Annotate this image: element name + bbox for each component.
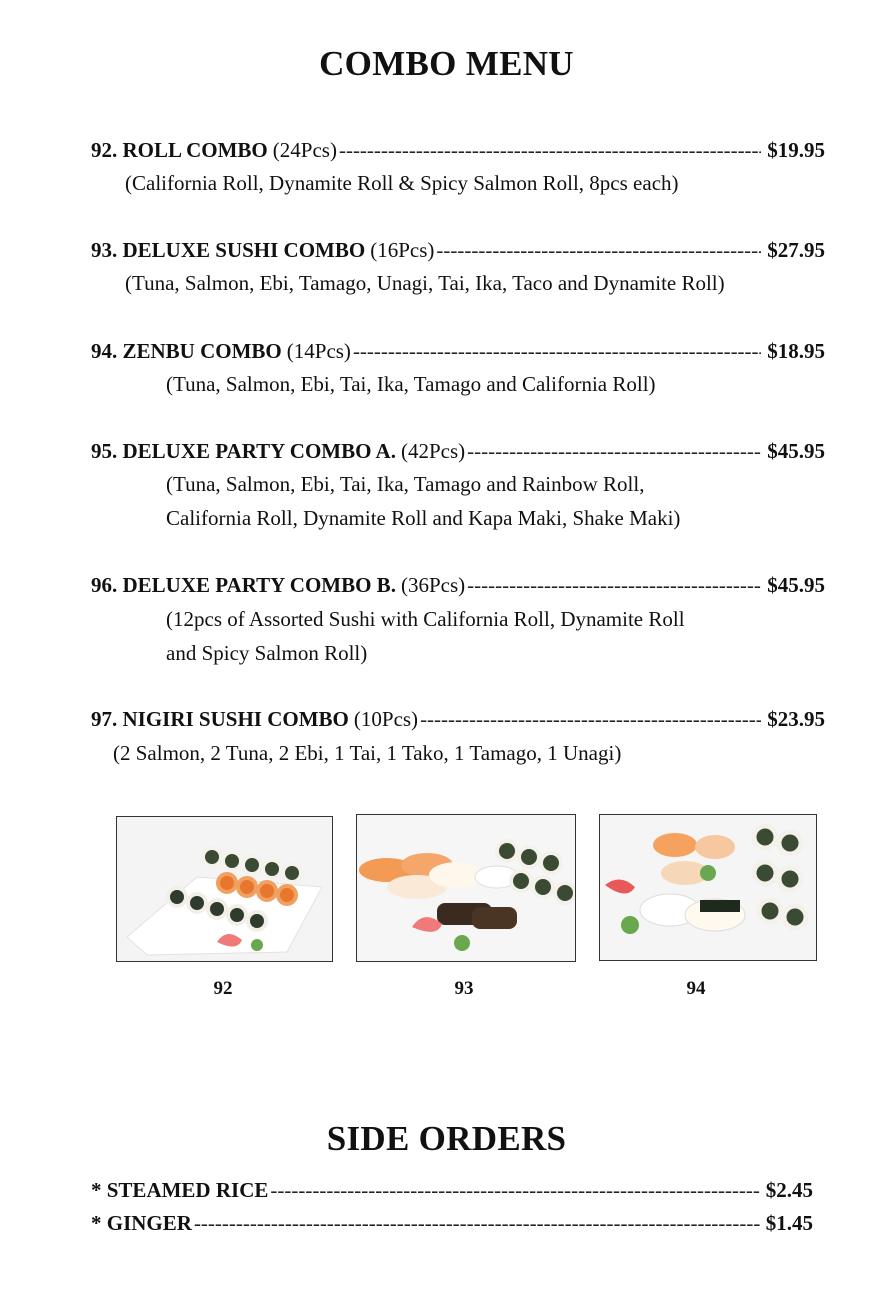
item-name: 93. DELUXE SUSHI COMBO xyxy=(91,238,366,262)
side-item-ginger xyxy=(91,1209,813,1237)
item-pieces: (24Pcs) xyxy=(272,138,337,162)
item-price: $45.95 xyxy=(767,439,825,463)
item-description: (12pcs of Assorted Sushi with California Roll, Dynamite Roll xyxy=(166,607,685,631)
item-price: $19.95 xyxy=(767,138,825,162)
side-orders-title: SIDE ORDERS xyxy=(326,1119,567,1158)
item-description: (2 Salmon, 2 Tuna, 2 Ebi, 1 Tai, 1 Tako, 1 Tamago, 1 Unagi) xyxy=(113,741,622,765)
menu-item-95 xyxy=(91,437,825,465)
item-description: (Tuna, Salmon, Ebi, Tai, Ika, Tamago and California Roll) xyxy=(166,372,656,396)
combo-menu-title: COMBO MENU xyxy=(319,44,574,83)
item-name: 92. ROLL COMBO xyxy=(91,138,268,162)
item-description: California Roll, Dynamite Roll and Kapa Maki, Shake Maki) xyxy=(166,506,681,530)
dot-leader xyxy=(339,136,761,164)
item-name: 97. NIGIRI SUSHI COMBO xyxy=(91,707,349,731)
dot-leader xyxy=(420,705,761,733)
item-name: 96. DELUXE PARTY COMBO B. xyxy=(91,573,396,597)
item-name: * GINGER xyxy=(91,1211,192,1235)
item-price: $27.95 xyxy=(767,238,825,262)
photo-caption-93: 93 xyxy=(454,978,474,999)
item-pieces: (36Pcs) xyxy=(400,573,466,597)
deluxe-sushi-combo-photo xyxy=(356,814,576,962)
menu-item-97 xyxy=(91,705,825,733)
dot-leader xyxy=(467,571,761,599)
item-name: 94. ZENBU COMBO xyxy=(91,339,282,363)
menu-item-96 xyxy=(91,571,825,599)
item-pieces: (14Pcs) xyxy=(286,339,351,363)
photo-caption-92: 92 xyxy=(213,978,233,999)
menu-item-94 xyxy=(91,337,825,365)
roll-combo-photo xyxy=(116,816,333,962)
item-pieces: (16Pcs) xyxy=(370,238,435,262)
dot-leader xyxy=(436,236,761,264)
item-description: (California Roll, Dynamite Roll & Spicy Salmon Roll, 8pcs each) xyxy=(125,171,679,195)
menu-item-93 xyxy=(91,236,825,264)
item-description: (Tuna, Salmon, Ebi, Tamago, Unagi, Tai, Ika, Taco and Dynamite Roll) xyxy=(125,271,725,295)
item-price: $23.95 xyxy=(767,707,825,731)
item-price: $1.45 xyxy=(765,1211,813,1235)
dot-leader xyxy=(353,337,761,365)
item-pieces: (10Pcs) xyxy=(353,707,419,731)
item-price: $18.95 xyxy=(767,339,825,363)
dot-leader xyxy=(467,437,761,465)
item-description: and Spicy Salmon Roll) xyxy=(166,641,368,665)
item-name: 95. DELUXE PARTY COMBO A. xyxy=(91,439,396,463)
item-pieces: (42Pcs) xyxy=(400,439,466,463)
item-price: $2.45 xyxy=(765,1178,813,1202)
item-name: * STEAMED RICE xyxy=(91,1178,269,1202)
dot-leader xyxy=(194,1209,760,1237)
side-item-steamed-rice xyxy=(91,1176,813,1204)
zenbu-combo-photo xyxy=(599,814,817,961)
item-description: (Tuna, Salmon, Ebi, Tai, Ika, Tamago and Rainbow Roll, xyxy=(166,472,645,496)
dot-leader xyxy=(270,1176,759,1204)
photo-caption-94: 94 xyxy=(686,978,706,999)
menu-item-92 xyxy=(91,136,825,164)
item-price: $45.95 xyxy=(767,573,825,597)
